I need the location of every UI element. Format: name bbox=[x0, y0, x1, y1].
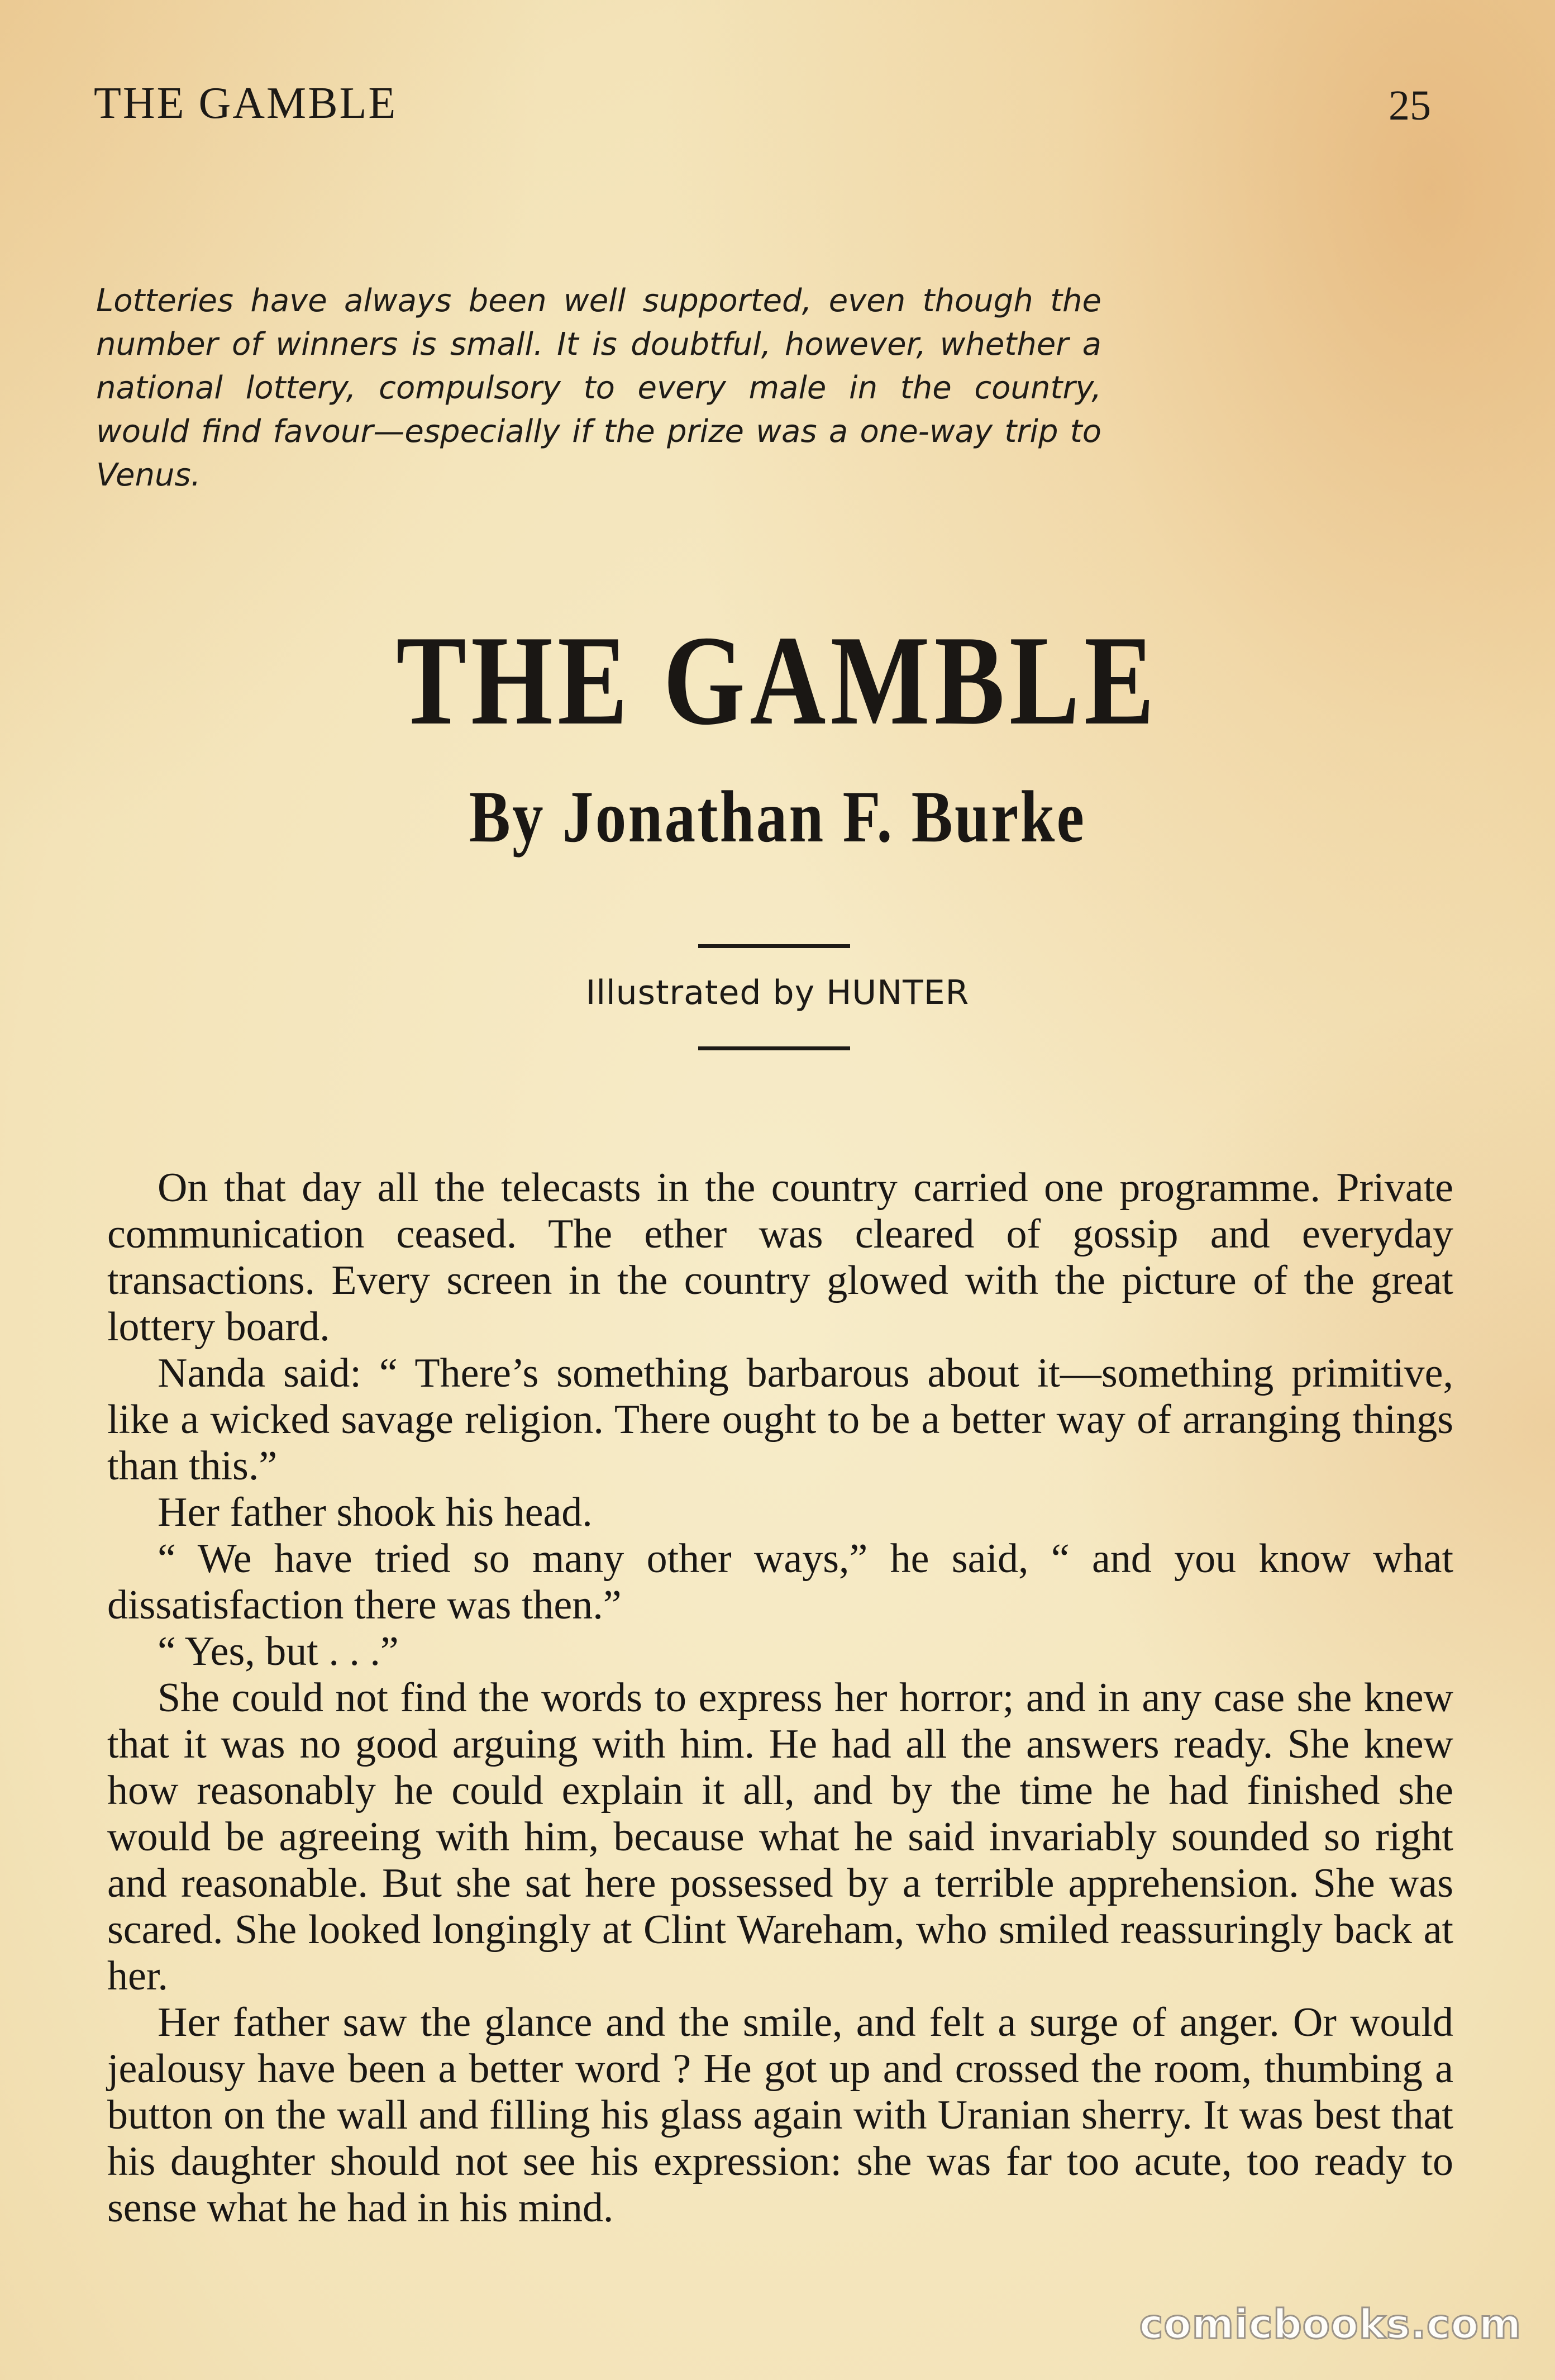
story-blurb: Lotteries have always been well supported, even though the number of winners is small. It is doubtful, however, whether a national lottery, compulsory to every male in the country, would find favour—especially if the prize was a one-way trip to Venus. bbox=[96, 283, 1101, 493]
body-paragraph: On that day all the telecasts in the country carried one programme. Private communication ceased. The ether was cleared of gossip and everyday transactions. Every screen in the country glowed with the picture of the great lottery board. bbox=[107, 1165, 1453, 1350]
page-number: 25 bbox=[1389, 82, 1431, 129]
story-body bbox=[107, 1165, 1453, 2231]
body-paragraph: Nanda said: “ There’s something barbarous about it—something primitive, like a wicked savage religion. There ought to be a better way of arranging things than this.” bbox=[107, 1350, 1453, 1489]
body-paragraph: She could not find the words to express her horror; and in any case she knew that it was no good arguing with him. He had all the answers ready. She knew how reasonably he could explain it all, and by the time he had finished she would be agreeing with him, because what he said invariably sounded so right and reasonable. But she sat here possessed by a terrible apprehension. She was scared. She looked longingly at Clint Wareham, who smiled reassuringly back at her. bbox=[107, 1675, 1453, 1999]
body-paragraph: “ Yes, but . . .” bbox=[158, 1629, 399, 1674]
illustrator-credit: Illustrated by HUNTER bbox=[585, 973, 970, 1012]
running-head: THE GAMBLE bbox=[94, 79, 398, 128]
watermark: comicbooks.com bbox=[1139, 2301, 1521, 2348]
body-paragraph: Her father shook his head. bbox=[158, 1489, 593, 1535]
body-paragraph: Her father saw the glance and the smile, and felt a surge of anger. Or would jealousy have been a better word ? He got up and crossed the room, thumbing a button on the wall and filling his glass again with Uranian sherry. It was best that his daughter should not see his expression: she was far too acute, too ready to sense what he had in his mind. bbox=[107, 2000, 1453, 2231]
story-title: THE GAMBLE bbox=[396, 609, 1159, 751]
divider-rule-top bbox=[698, 944, 850, 948]
divider-rule-bottom bbox=[698, 1046, 850, 1050]
body-paragraph: “ We have tried so many other ways,” he said, “ and you know what dissatisfaction there was then.” bbox=[107, 1536, 1453, 1628]
author-byline: By Jonathan F. Burke bbox=[469, 775, 1086, 858]
